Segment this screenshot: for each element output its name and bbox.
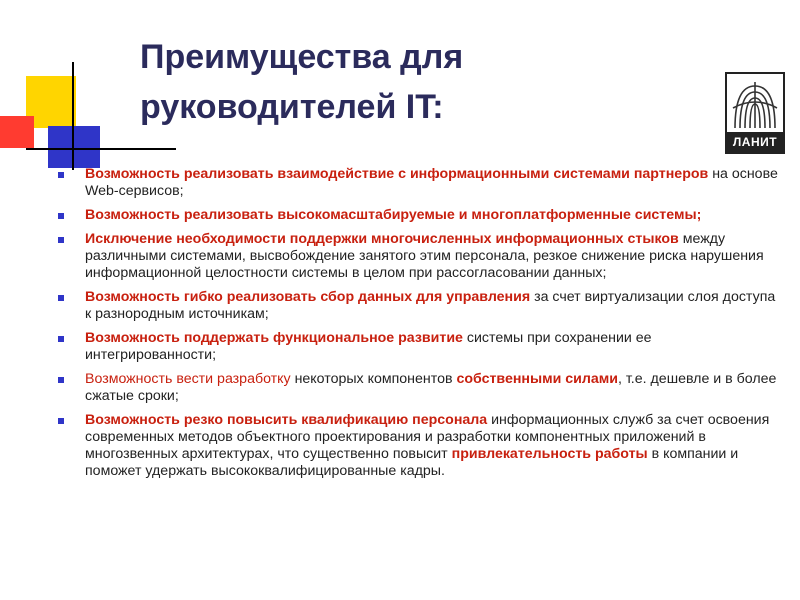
- list-item: Возможность поддержать функциональное развитие системы при сохранении ее интегрированности;: [58, 330, 778, 364]
- list-item: Возможность резко повысить квалификацию персонала информационных служб за счет освоения современных методов объектного проектирования и разработки компонентных приложений в многозвенных архитектурах, что существенно повысит привлекательность работы в компании и поможет удержать высококвалифицированные кадры.: [58, 412, 778, 480]
- list-item: Возможность реализовать высокомасштабируемые и многоплатформенные системы;: [58, 207, 778, 224]
- decor-red-square: [0, 116, 34, 148]
- bullet-icon: [58, 213, 64, 219]
- decor-blue-square: [48, 126, 100, 168]
- logo-text: ЛАНИТ: [727, 132, 783, 152]
- company-logo: [725, 72, 785, 154]
- bullet-icon: [58, 377, 64, 383]
- list-item: Возможность гибко реализовать сбор данных для управления за счет виртуализации слоя доступа к разнородным источникам;: [58, 289, 778, 323]
- bullet-icon: [58, 418, 64, 424]
- list-item: Исключение необходимости поддержки многочисленных информационных стыков между различными системами, высвобождение занятого этим персонала, резкое снижение риска нарушения информационной целостности системы в целом при рассогласовании данных;: [58, 231, 778, 282]
- benefits-list: [58, 166, 778, 487]
- list-item: Возможность вести разработку некоторых компонентов собственными силами, т.е. дешевле и в более сжатые сроки;: [58, 371, 778, 405]
- bullet-icon: [58, 172, 64, 178]
- decor-vertical-line: [72, 62, 74, 170]
- list-item: Возможность реализовать взаимодействие с информационными системами партнеров на основе Web-сервисов;: [58, 166, 778, 200]
- logo-arches-icon: [731, 78, 779, 130]
- bullet-icon: [58, 237, 64, 243]
- bullet-icon: [58, 336, 64, 342]
- decor-horizontal-line: [26, 148, 176, 150]
- slide-title: Преимущества для руководителей IT:: [140, 38, 464, 126]
- bullet-icon: [58, 295, 64, 301]
